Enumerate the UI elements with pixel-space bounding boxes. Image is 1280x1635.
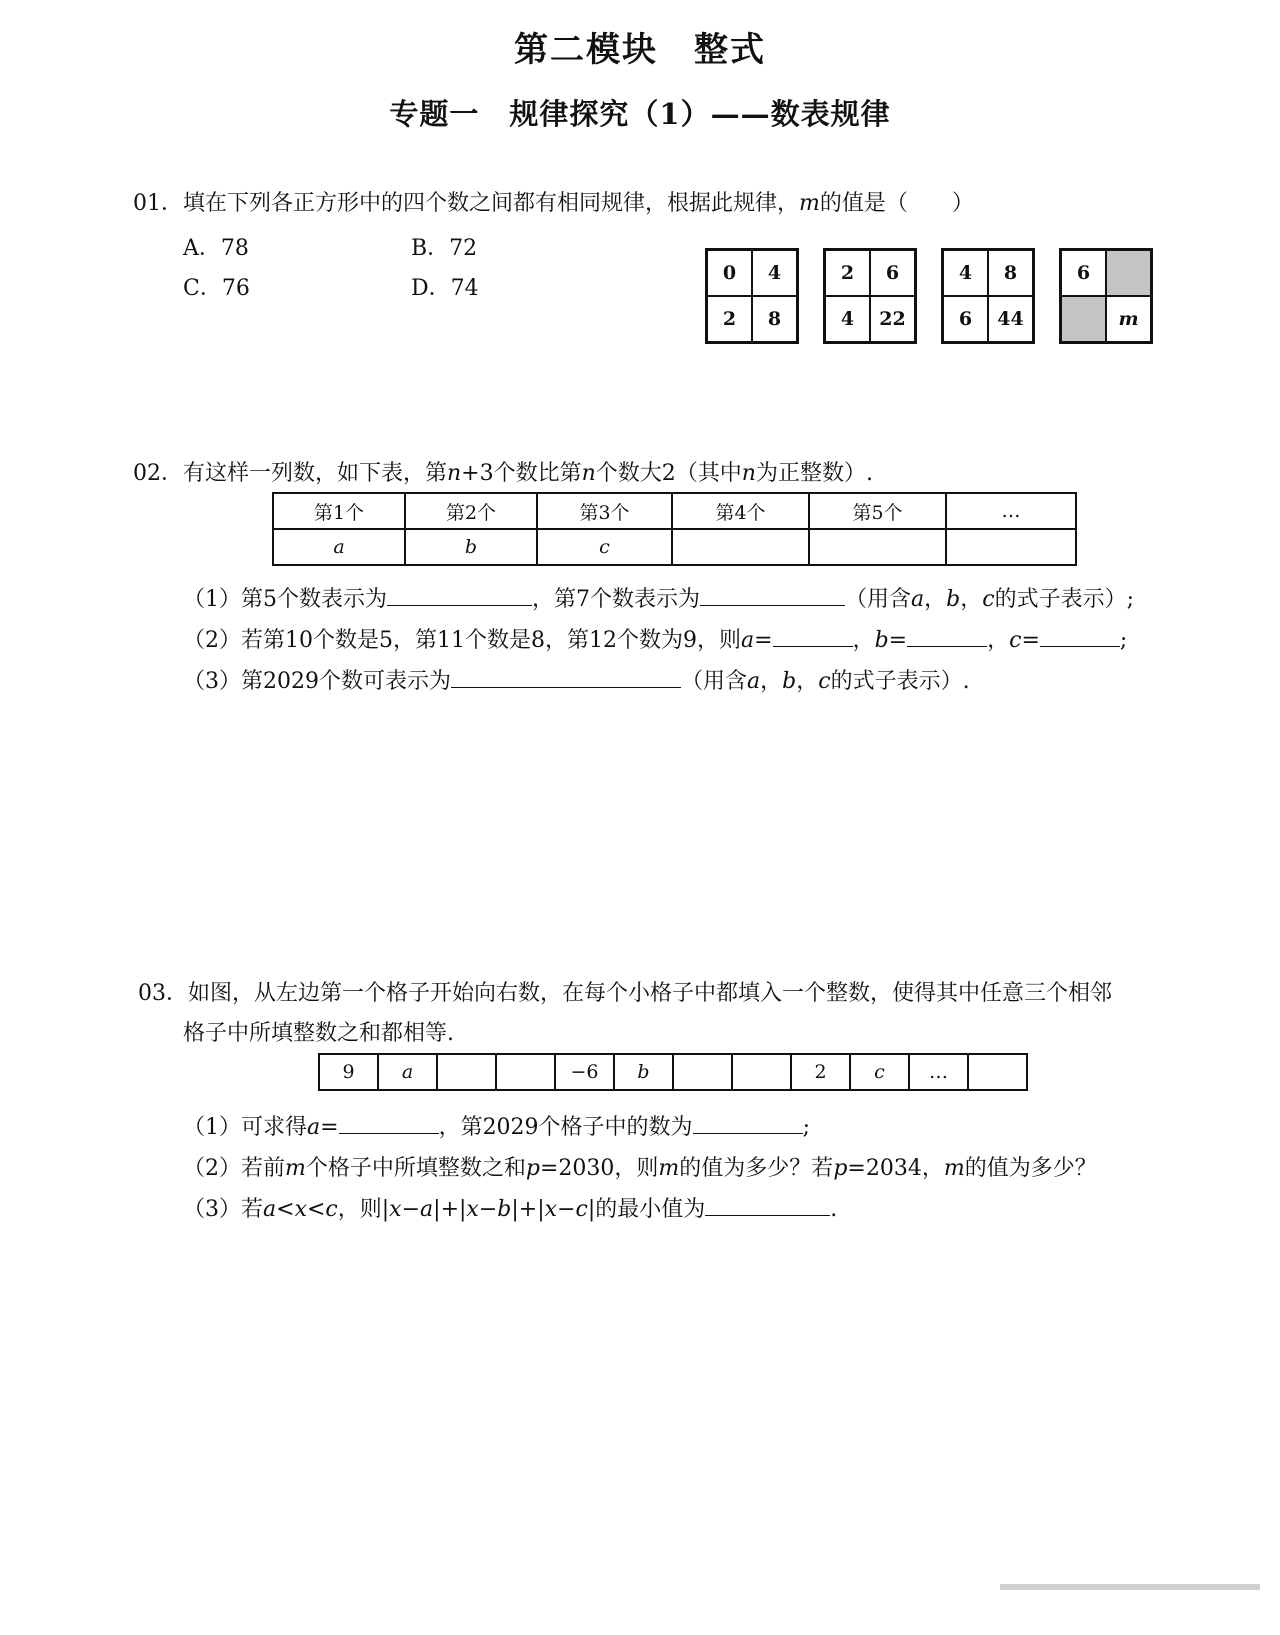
q2-var: n — [581, 461, 596, 486]
q3-part3 — [183, 1192, 837, 1223]
square-cell: 6 — [1061, 250, 1106, 296]
q2-cell: c — [537, 529, 672, 565]
q2-text: 为正整数）. — [755, 461, 873, 486]
answer-blank[interactable] — [451, 665, 681, 688]
part-text: （1）第5个数表示为 — [183, 587, 387, 612]
q2-cell[interactable] — [672, 529, 809, 565]
square-cell: 2 — [825, 250, 870, 296]
part-text: ， — [960, 587, 983, 612]
part-text: （3）若 — [183, 1197, 263, 1222]
var: a — [740, 628, 755, 653]
square-cell: 8 — [752, 296, 797, 342]
q3-grid — [318, 1053, 1028, 1091]
q2-header: 第1个 — [273, 493, 405, 529]
square-cell: 4 — [943, 250, 988, 296]
var: c — [325, 1197, 338, 1222]
q2-cell — [946, 529, 1076, 565]
var: c — [982, 587, 995, 612]
part-text: < — [276, 1197, 295, 1222]
part-text: ，第7个数表示为 — [532, 587, 700, 612]
var: x — [389, 1197, 402, 1222]
var: x — [544, 1197, 558, 1222]
part-text: |+| — [511, 1197, 545, 1222]
q2-part1 — [183, 582, 1134, 613]
part-text: . — [830, 1197, 838, 1222]
q1-stem — [133, 186, 974, 217]
part-text: （1）可求得 — [183, 1115, 307, 1140]
q2-cell: a — [273, 529, 405, 565]
part-text: = — [320, 1115, 339, 1140]
part-text: 的式子表示）. — [830, 669, 970, 694]
var: c — [575, 1197, 588, 1222]
answer-blank[interactable] — [907, 624, 987, 647]
part-text: （用含 — [845, 587, 912, 612]
q1-option-b[interactable]: B．72 — [411, 236, 478, 261]
shaded-cell — [1106, 250, 1151, 296]
var: a — [307, 1115, 321, 1140]
q2-table — [272, 492, 1077, 566]
q2-text: 个数大2（其中 — [595, 461, 742, 486]
q2-part3 — [183, 664, 970, 695]
q1-text: 01．填在下列各正方形中的四个数之间都有相同规律，根据此规律， — [133, 191, 799, 216]
var: b — [782, 669, 797, 694]
square-cell: 44 — [988, 296, 1033, 342]
var: a — [747, 669, 761, 694]
part-text: − — [478, 1197, 498, 1222]
part-text: − — [401, 1197, 421, 1222]
var: b — [497, 1197, 512, 1222]
part-text: ，第2029个格子中的数为 — [438, 1115, 693, 1140]
part-text: ， — [796, 669, 819, 694]
q1-option-a[interactable]: A．78 — [183, 236, 249, 261]
answer-blank[interactable] — [693, 1111, 803, 1134]
var: b — [874, 628, 889, 653]
q1-square-4 — [1059, 248, 1153, 344]
q2-text: +3个数比第 — [461, 461, 582, 486]
square-cell: 8 — [988, 250, 1033, 296]
part-text: < — [306, 1197, 326, 1222]
q2-text: 02．有这样一列数，如下表，第 — [133, 461, 447, 486]
square-cell: 6 — [943, 296, 988, 342]
q3-part2 — [183, 1151, 1097, 1182]
q2-header: … — [946, 493, 1076, 529]
var: x — [294, 1197, 307, 1222]
q2-var: n — [447, 461, 462, 486]
q3-part1 — [183, 1110, 810, 1141]
var: x — [466, 1197, 479, 1222]
part-text: 的式子表示）; — [994, 587, 1135, 612]
grid-cell[interactable] — [496, 1054, 555, 1090]
grid-cell[interactable] — [673, 1054, 732, 1090]
shaded-cell — [1061, 296, 1106, 342]
part-text: （2）若第10个数是5，第11个数是8，第12个数为9，则 — [183, 628, 741, 653]
q2-header: 第5个 — [809, 493, 946, 529]
answer-blank[interactable] — [1040, 624, 1120, 647]
part-text: ; — [1119, 628, 1128, 653]
answer-blank[interactable] — [339, 1111, 439, 1134]
part-text: 的值为多少？若 — [679, 1156, 834, 1181]
square-cell-m: m — [1106, 296, 1151, 342]
answer-blank[interactable] — [387, 583, 532, 606]
q1-square-2 — [823, 248, 917, 344]
var: m — [943, 1156, 965, 1181]
q1-square-3 — [941, 248, 1035, 344]
part-text: = — [754, 628, 773, 653]
part-text: ， — [760, 669, 783, 694]
part-text: ; — [802, 1115, 810, 1140]
var: b — [946, 587, 961, 612]
var: c — [1009, 628, 1022, 653]
q1-square-1 — [705, 248, 799, 344]
q2-header: 第4个 — [672, 493, 809, 529]
square-cell: 0 — [707, 250, 752, 296]
grid-cell: c — [850, 1054, 909, 1090]
q2-cell[interactable] — [809, 529, 946, 565]
var: c — [818, 669, 831, 694]
var: a — [420, 1197, 434, 1222]
part-text: 的值为多少？ — [964, 1156, 1097, 1181]
q1-var: m — [799, 191, 820, 216]
answer-blank[interactable] — [705, 1193, 830, 1216]
grid-cell: 9 — [319, 1054, 378, 1090]
grid-cell: … — [909, 1054, 968, 1090]
var: p — [833, 1156, 848, 1181]
q2-cell: b — [405, 529, 537, 565]
var: m — [285, 1156, 306, 1181]
part-text: = — [888, 628, 908, 653]
part-text: =2030，则 — [539, 1156, 659, 1181]
q2-var: n — [741, 461, 756, 486]
var: a — [911, 587, 925, 612]
part-text: （2）若前 — [183, 1156, 285, 1181]
part-text: = — [1021, 628, 1040, 653]
part-text: ，则| — [337, 1197, 390, 1222]
grid-cell: −6 — [555, 1054, 614, 1090]
q1-option-d[interactable]: D．74 — [411, 276, 479, 301]
q1-text-end: 的值是（ ） — [819, 191, 974, 216]
part-text: − — [557, 1197, 576, 1222]
var: p — [525, 1156, 540, 1181]
page-subtitle: 专题一 规律探究（1）——数表规律 — [389, 97, 891, 131]
page-title: 第二模块 整式 — [514, 30, 766, 70]
answer-blank[interactable] — [773, 624, 853, 647]
part-text: |+| — [433, 1197, 467, 1222]
part-text: ， — [924, 587, 947, 612]
part-text: （用含 — [681, 669, 748, 694]
q1-option-c[interactable]: C．76 — [183, 276, 250, 301]
square-cell: 4 — [752, 250, 797, 296]
part-text: （3）第2029个数可表示为 — [183, 669, 451, 694]
q3-stem-line1: 03．如图，从左边第一个格子开始向右数，在每个小格子中都填入一个整数，使得其中任意三个相邻 — [138, 981, 1112, 1006]
var: a — [263, 1197, 277, 1222]
part-text: |的最小值为 — [587, 1197, 706, 1222]
answer-blank[interactable] — [700, 583, 845, 606]
part-text: =2034， — [847, 1156, 944, 1181]
grid-cell[interactable] — [437, 1054, 496, 1090]
scan-edge-artifact — [1000, 1584, 1260, 1590]
q3-stem-line2: 格子中所填整数之和都相等. — [183, 1021, 454, 1046]
grid-cell[interactable] — [968, 1054, 1027, 1090]
part-text: ， — [987, 628, 1010, 653]
square-cell: 4 — [825, 296, 870, 342]
q2-part2 — [183, 623, 1127, 654]
q2-header: 第3个 — [537, 493, 672, 529]
grid-cell: b — [614, 1054, 673, 1090]
grid-cell: 2 — [791, 1054, 850, 1090]
grid-cell[interactable] — [732, 1054, 791, 1090]
square-cell: 2 — [707, 296, 752, 342]
q2-stem — [133, 456, 873, 487]
square-cell: 6 — [870, 250, 915, 296]
var: m — [658, 1156, 680, 1181]
part-text: ， — [852, 628, 875, 653]
grid-cell: a — [378, 1054, 437, 1090]
square-cell: 22 — [870, 296, 915, 342]
q2-header: 第2个 — [405, 493, 537, 529]
part-text: 个格子中所填整数之和 — [305, 1156, 526, 1181]
